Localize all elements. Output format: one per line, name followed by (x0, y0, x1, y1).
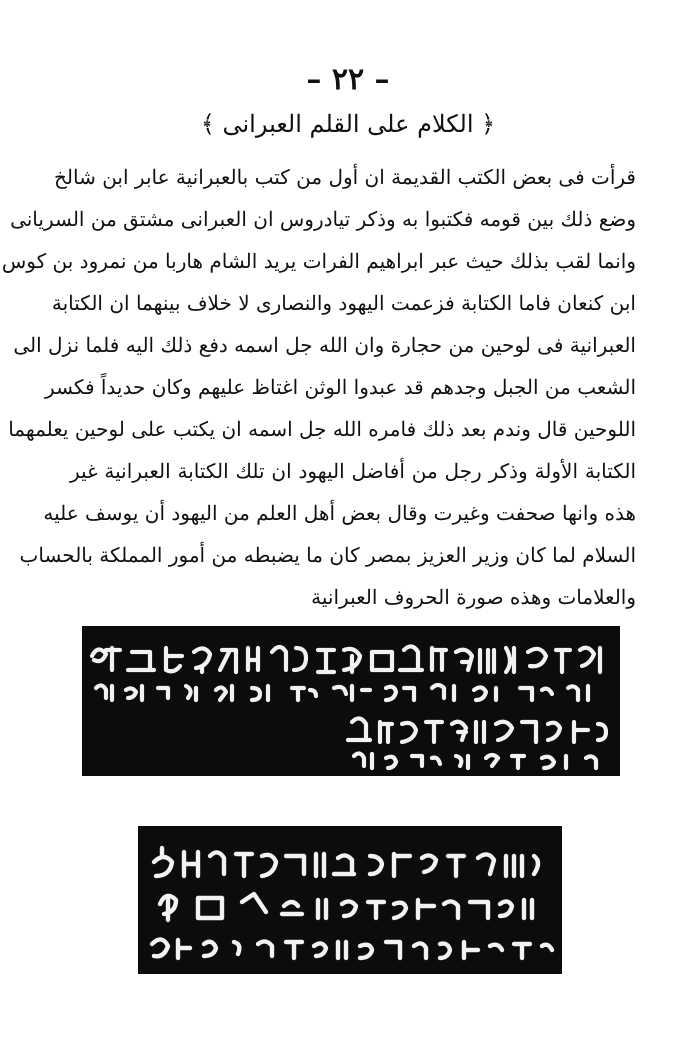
hebrew-script-glyphs-1 (82, 626, 620, 776)
text-line-5: العبرانية فى لوحين من حجارة وان الله جل اسمه دفع ذلك اليه فلما نزل الى (13, 333, 636, 357)
text-line-10: السلام لما كان وزير العزيز بمصر كان ما يضبطه من أمور المملكة بالحساب (19, 543, 636, 567)
body-text (1, 156, 636, 618)
text-line-6: الشعب من الجبل وجدهم قد عبدوا الوثن اغتاظ عليهم وكان حديداً فكسر (45, 375, 636, 399)
hebrew-alphabet-specimen-2 (138, 826, 562, 974)
text-line-11: والعلامات وهذه صورة الحروف العبرانية (311, 585, 636, 609)
text-line-8: الكتابة الأولة وذكر رجل من أفاضل اليهود ان تلك الكتابة العبرانية غير (70, 459, 636, 483)
text-line-2: وضع ذلك بين قومه فكتبوا به وذكر تيادروس ان العبرانى مشتق من السريانى (10, 207, 636, 231)
hebrew-alphabet-specimen-1 (82, 626, 620, 776)
text-line-4: ابن كنعان فاما الكتابة فزعمت اليهود والنصارى لا خلاف بينهما ان الكتابة (51, 291, 636, 315)
section-title: ﴿ الكلام على القلم العبرانى ﴾ (200, 110, 496, 138)
hebrew-script-glyphs-2 (138, 826, 562, 974)
text-line-1: قرأت فى بعض الكتب القديمة ان أول من كتب بالعبرانية عابر ابن شالخ (53, 165, 636, 189)
text-line-3: وانما لقب بذلك حيث عبر ابراهيم الفرات يريد الشام هاربا من نمرود بن كوس (1, 249, 636, 273)
page-number: – ٢٢ – (306, 62, 390, 97)
text-line-7: اللوحين قال وندم بعد ذلك فامره الله جل اسمه ان يكتب على لوحين يعلمهما (8, 417, 636, 441)
text-line-9: هذه وانها صحفت وغيرت وقال بعض أهل العلم من اليهود أن يوسف عليه (43, 501, 636, 525)
